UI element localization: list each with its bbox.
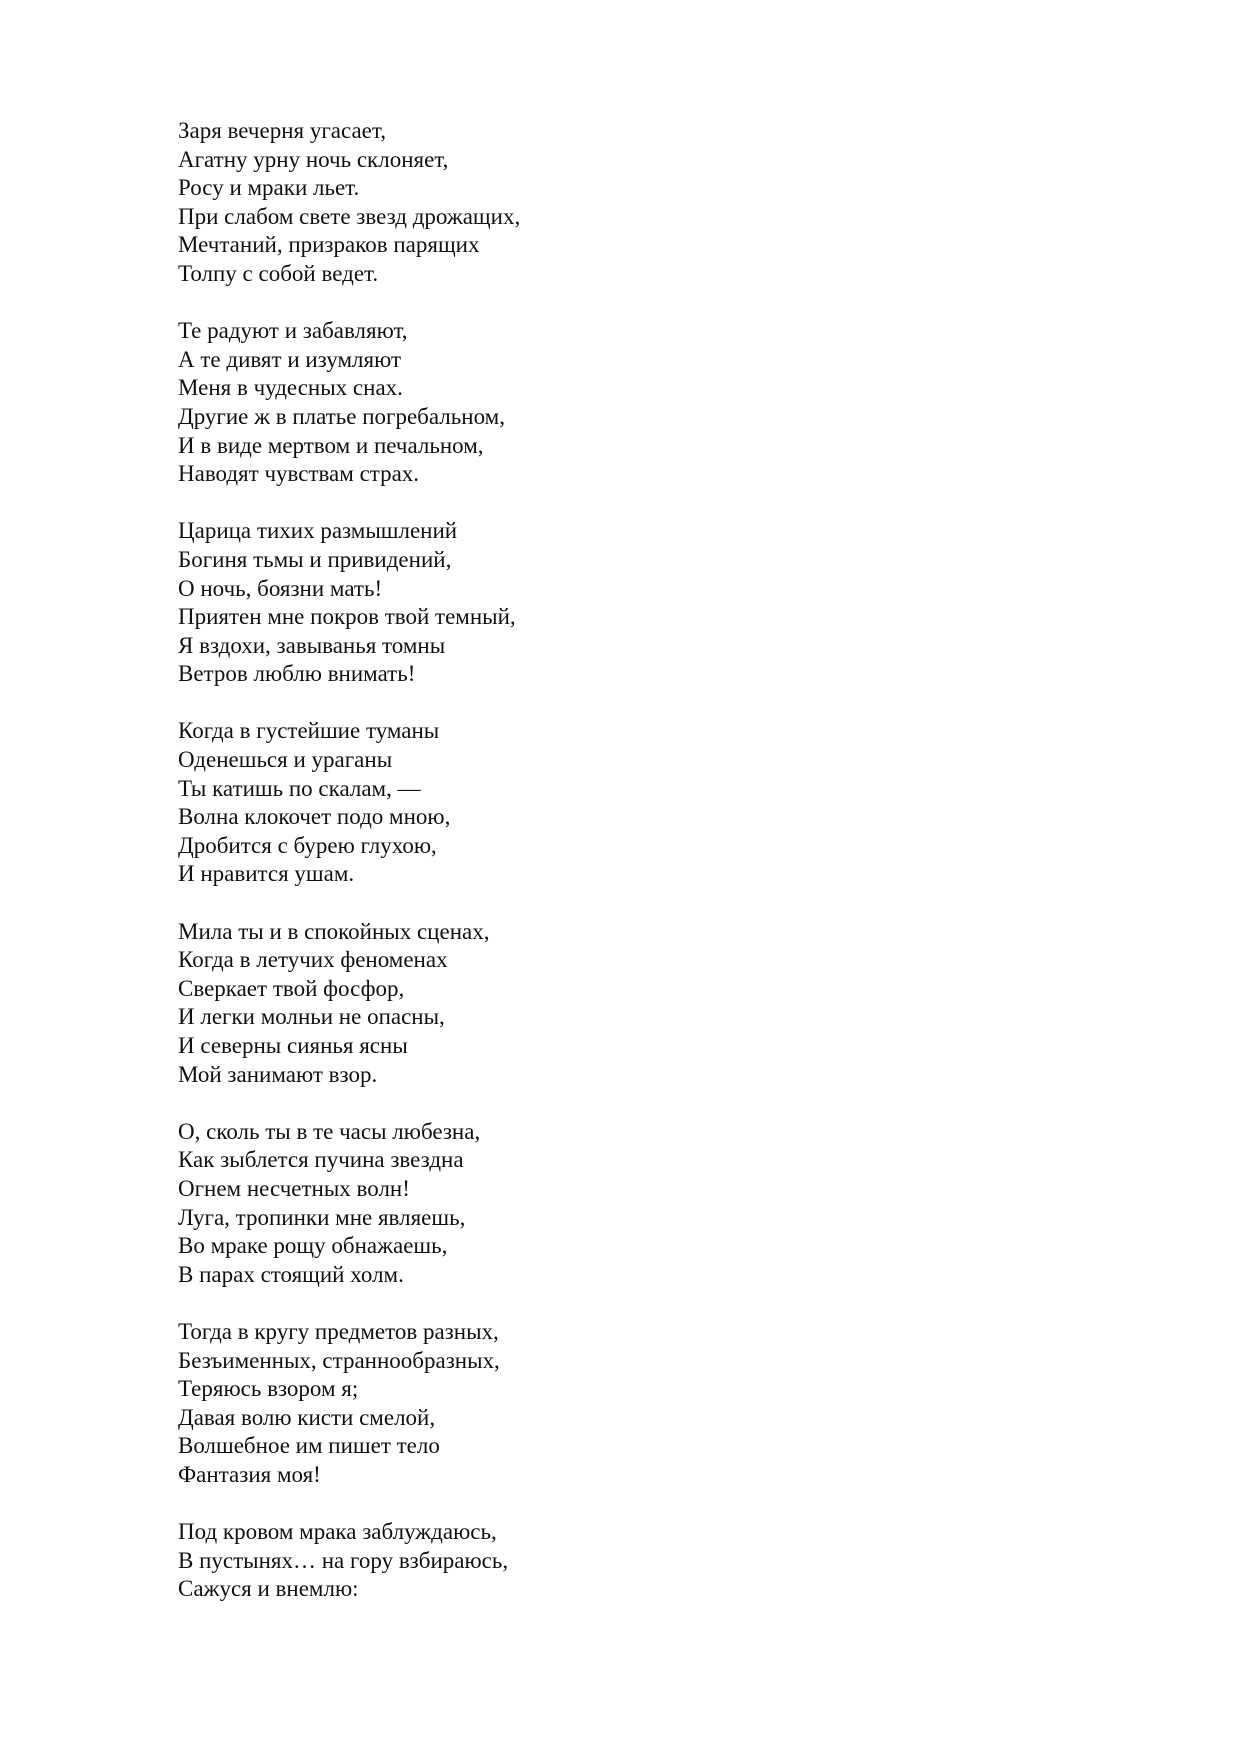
poem-line: При слабом свете звезд дрожащих, bbox=[178, 203, 521, 229]
poem-line: И легки молньи не опасны, bbox=[178, 1004, 445, 1030]
poem-line: В парах стоящий холм. bbox=[178, 1261, 404, 1287]
poem-line: И в виде мертвом и печальном, bbox=[178, 432, 484, 458]
poem-line: Тогда в кругу предметов разных, bbox=[178, 1318, 499, 1344]
poem-line: Огнем несчетных волн! bbox=[178, 1175, 410, 1201]
poem-line: Мечтаний, призраков парящих bbox=[178, 232, 480, 258]
stanza-3 bbox=[178, 517, 1078, 689]
poem-line: Луга, тропинки мне являешь, bbox=[178, 1204, 466, 1230]
poem-line: Под кровом мрака заблуждаюсь, bbox=[178, 1519, 497, 1545]
stanza-5 bbox=[178, 918, 1078, 1090]
poem-line: Давая волю кисти смелой, bbox=[178, 1404, 436, 1430]
poem-line: А те дивят и изумляют bbox=[178, 346, 402, 372]
poem-line: Фантазия моя! bbox=[178, 1461, 321, 1487]
poem-line: Царица тихих размышлений bbox=[178, 518, 458, 544]
poem-line: Заря вечерня угасает, bbox=[178, 118, 386, 143]
poem-line: Когда в густейшие туманы bbox=[178, 718, 440, 744]
poem-line: Толпу с собой ведет. bbox=[178, 260, 379, 286]
poem-line: Другие ж в платье погребальном, bbox=[178, 403, 505, 429]
poem-line: Сверкает твой фосфор, bbox=[178, 975, 405, 1001]
poem-line: И северны сиянья ясны bbox=[178, 1033, 408, 1058]
poem-line: Ты катишь по скалам, — bbox=[178, 775, 421, 801]
poem-line: Я вздохи, завыванья томны bbox=[178, 632, 446, 658]
stanza-7 bbox=[178, 1318, 1078, 1490]
stanza-8 bbox=[178, 1518, 1078, 1604]
poem-line: Во мраке рощу обнажаешь, bbox=[178, 1233, 448, 1259]
poem-line: Наводят чувствам страх. bbox=[178, 461, 420, 487]
poem-line: Когда в летучих феноменах bbox=[178, 947, 448, 973]
poem-line: Агатну урну ночь склоняет, bbox=[178, 146, 449, 172]
poem-line: Мила ты и в спокойных сценах, bbox=[178, 918, 490, 944]
poem-line: Меня в чудесных снах. bbox=[178, 375, 403, 401]
poem-line: Мой занимают взор. bbox=[178, 1061, 378, 1087]
stanza-1 bbox=[178, 117, 1078, 289]
poem-line: В пустынях… на гору взбираюсь, bbox=[178, 1547, 509, 1573]
poem-line: Ветров люблю внимать! bbox=[178, 661, 416, 687]
poem-line: Те радуют и забавляют, bbox=[178, 318, 408, 344]
poem-body bbox=[178, 117, 1078, 1632]
poem-line: Сажуся и внемлю: bbox=[178, 1576, 359, 1602]
stanza-4 bbox=[178, 717, 1078, 889]
poem-line: Приятен мне покров твой темный, bbox=[178, 604, 516, 630]
poem-line: Росу и мраки льет. bbox=[178, 175, 360, 201]
poem-line: И нравится ушам. bbox=[178, 861, 355, 887]
poem-line: Дробится с бурею глухою, bbox=[178, 832, 437, 858]
stanza-2 bbox=[178, 317, 1078, 489]
poem-line: О, сколь ты в те часы любезна, bbox=[178, 1118, 481, 1144]
poem-line: Волна клокочет подо мною, bbox=[178, 804, 451, 830]
poem-line: Богиня тьмы и привидений, bbox=[178, 546, 452, 572]
poem-line: Оденешься и ураганы bbox=[178, 747, 393, 773]
poem-line: Волшебное им пишет тело bbox=[178, 1433, 440, 1459]
poem-line: О ночь, боязни мать! bbox=[178, 575, 383, 601]
poem-line: Безъименных, страннообразных, bbox=[178, 1347, 500, 1373]
poem-line: Теряюсь взором я; bbox=[178, 1376, 359, 1402]
stanza-6 bbox=[178, 1118, 1078, 1290]
poem-line: Как зыблется пучина звездна bbox=[178, 1147, 464, 1173]
